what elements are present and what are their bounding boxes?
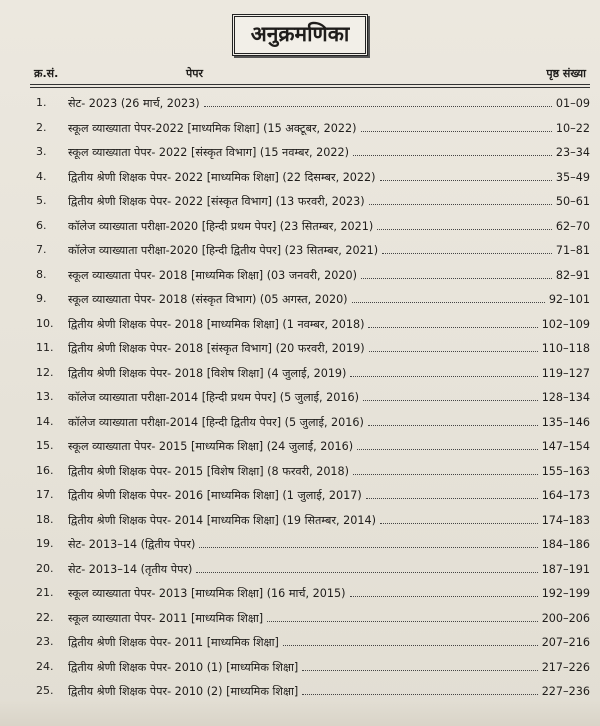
item-page-range: 35–49 — [555, 170, 590, 184]
dot-leader — [353, 155, 552, 156]
dot-leader — [204, 106, 552, 107]
dot-leader — [382, 253, 552, 254]
item-line — [68, 586, 590, 601]
item-page-range: 92–101 — [548, 293, 590, 306]
item-paper-title: सेट- 2013–14 (द्वितीय पेपर) — [68, 538, 196, 551]
dot-leader — [352, 302, 545, 303]
item-paper-title: स्कूल व्याख्याता पेपर- 2013 [माध्यमिक शिक्षा] (16 मार्च, 2015) — [68, 587, 346, 600]
item-page-range: 135–146 — [541, 415, 590, 429]
item-serial: 20. — [36, 561, 54, 575]
item-page-range: 23–34 — [555, 146, 590, 159]
item-line — [68, 611, 590, 626]
dot-leader — [350, 376, 537, 377]
dot-leader — [302, 694, 537, 695]
dot-leader — [267, 621, 538, 622]
header-rule-second — [30, 87, 590, 88]
item-line — [68, 243, 590, 258]
item-line — [68, 292, 590, 307]
item-line — [68, 635, 590, 650]
item-serial: 22. — [36, 610, 54, 624]
item-paper-title: द्वितीय श्रेणी शिक्षक पेपर- 2018 [संस्कृत विभाग] (20 फरवरी, 2019) — [68, 342, 365, 355]
item-line — [68, 537, 590, 552]
item-paper-title: द्वितीय श्रेणी शिक्षक पेपर- 2015 [विशेष शिक्षा] (8 फरवरी, 2018) — [68, 464, 350, 478]
list-item — [30, 336, 590, 361]
list-item — [30, 410, 590, 435]
item-page-range: 192–199 — [541, 587, 590, 600]
item-page-range: 207–216 — [541, 636, 590, 649]
item-paper-title: द्वितीय श्रेणी शिक्षक पेपर- 2018 [विशेष शिक्षा] (4 जुलाई, 2019) — [68, 366, 347, 380]
dot-leader — [369, 204, 552, 205]
item-line — [68, 415, 590, 430]
list-item — [30, 557, 590, 582]
page-bottom-shade — [0, 700, 600, 726]
item-page-range: 102–109 — [541, 317, 590, 331]
item-serial: 11. — [36, 341, 54, 354]
list-item — [30, 287, 590, 312]
list-item — [30, 140, 590, 165]
list-item — [30, 263, 590, 288]
item-line — [68, 366, 590, 381]
header-paper: पेपर — [186, 67, 203, 80]
list-item — [30, 361, 590, 386]
item-paper-title: द्वितीय श्रेणी शिक्षक पेपर- 2014 [माध्यमिक शिक्षा] (19 सितम्बर, 2014) — [68, 513, 376, 527]
item-paper-title: द्वितीय श्रेणी शिक्षक पेपर- 2011 [माध्यमिक शिक्षा] — [68, 636, 279, 649]
list-item — [30, 606, 590, 631]
item-page-range: 187–191 — [541, 562, 590, 576]
item-serial: 3. — [36, 145, 47, 158]
list-item — [30, 116, 590, 141]
list-item — [30, 630, 590, 655]
item-line — [68, 660, 590, 675]
item-paper-title: कॉलेज व्याख्याता परीक्षा-2020 [हिन्दी द्वितीय पेपर] (23 सितम्बर, 2021) — [68, 244, 379, 257]
item-line — [68, 562, 590, 577]
header-pages: पृष्ठ संख्या — [546, 67, 586, 80]
item-serial: 6. — [36, 218, 47, 232]
item-serial: 9. — [36, 292, 47, 305]
list-item — [30, 385, 590, 410]
item-line — [68, 513, 590, 528]
list-item — [30, 508, 590, 533]
list-item — [30, 189, 590, 214]
list-item — [30, 91, 590, 116]
dot-leader — [380, 180, 552, 181]
item-line — [68, 317, 590, 332]
item-serial: 10. — [36, 316, 54, 330]
title-wrap — [0, 14, 600, 56]
item-page-range: 82–91 — [555, 268, 590, 282]
dot-leader — [361, 131, 552, 132]
dot-leader — [350, 596, 538, 597]
header-serial: क्र.सं. — [34, 67, 59, 80]
item-line — [68, 219, 590, 234]
item-line — [68, 488, 590, 503]
item-page-range: 155–163 — [541, 464, 590, 478]
item-page-range: 62–70 — [555, 219, 590, 233]
item-serial: 24. — [36, 659, 54, 673]
header-rule — [30, 84, 590, 85]
list-item — [30, 459, 590, 484]
list-item — [30, 312, 590, 337]
item-serial: 17. — [36, 488, 54, 501]
item-paper-title: स्कूल व्याख्याता पेपर- 2018 [माध्यमिक शिक्षा] (03 जनवरी, 2020) — [68, 268, 358, 282]
item-paper-title: कॉलेज व्याख्याता परीक्षा-2014 [हिन्दी प्रथम पेपर] (5 जुलाई, 2016) — [68, 391, 360, 404]
item-line — [68, 121, 590, 136]
item-paper-title: कॉलेज व्याख्याता परीक्षा-2020 [हिन्दी प्रथम पेपर] (23 सितम्बर, 2021) — [68, 219, 374, 233]
table-header — [30, 64, 590, 84]
dot-leader — [283, 645, 538, 646]
dot-leader — [369, 351, 538, 352]
item-line — [68, 464, 590, 479]
item-line — [68, 684, 590, 699]
item-serial: 14. — [36, 414, 54, 428]
dot-leader — [368, 327, 537, 328]
item-page-range: 10–22 — [555, 121, 590, 135]
item-line — [68, 439, 590, 454]
list-item — [30, 581, 590, 606]
item-page-range: 147–154 — [541, 440, 590, 453]
dot-leader — [353, 474, 538, 475]
item-paper-title: द्वितीय श्रेणी शिक्षक पेपर- 2010 (1) [माध्यमिक शिक्षा] — [68, 660, 299, 674]
dot-leader — [199, 547, 537, 548]
item-serial: 15. — [36, 439, 54, 452]
item-line — [68, 96, 590, 111]
item-serial: 23. — [36, 635, 54, 648]
list-item — [30, 655, 590, 680]
item-paper-title: स्कूल व्याख्याता पेपर- 2011 [माध्यमिक शिक्षा] — [68, 611, 264, 625]
dot-leader — [196, 572, 537, 573]
item-line — [68, 170, 590, 185]
item-page-range: 119–127 — [541, 366, 590, 380]
item-paper-title: स्कूल व्याख्याता पेपर- 2018 (संस्कृत विभाग) (05 अगस्त, 2020) — [68, 293, 348, 306]
item-page-range: 164–173 — [541, 489, 590, 502]
item-line — [68, 268, 590, 283]
item-serial: 16. — [36, 463, 54, 477]
list-item — [30, 532, 590, 557]
item-line — [68, 145, 590, 160]
list-item — [30, 434, 590, 459]
item-page-range: 50–61 — [555, 195, 590, 208]
dot-leader — [363, 400, 538, 401]
item-paper-title: सेट- 2023 (26 मार्च, 2023) — [68, 97, 200, 110]
item-serial: 19. — [36, 537, 54, 550]
item-serial: 2. — [36, 120, 47, 134]
dot-leader — [380, 523, 538, 524]
item-paper-title: द्वितीय श्रेणी शिक्षक पेपर- 2010 (2) [माध्यमिक शिक्षा] — [68, 685, 299, 698]
item-page-range: 184–186 — [541, 538, 590, 551]
item-page-range: 227–236 — [541, 685, 590, 698]
list-item — [30, 238, 590, 263]
item-line — [68, 194, 590, 209]
item-paper-title: द्वितीय श्रेणी शिक्षक पेपर- 2018 [माध्यमिक शिक्षा] (1 नवम्बर, 2018) — [68, 317, 365, 331]
item-serial: 12. — [36, 365, 54, 379]
item-serial: 5. — [36, 194, 47, 207]
item-serial: 4. — [36, 169, 47, 183]
list-item — [30, 214, 590, 239]
item-serial: 1. — [36, 96, 47, 109]
dot-leader — [366, 498, 538, 499]
item-page-range: 174–183 — [541, 513, 590, 527]
item-serial: 7. — [36, 243, 47, 256]
item-line — [68, 341, 590, 356]
dot-leader — [361, 278, 552, 279]
item-page-range: 200–206 — [541, 611, 590, 625]
list-item — [30, 165, 590, 190]
item-paper-title: कॉलेज व्याख्याता परीक्षा-2014 [हिन्दी द्वितीय पेपर] (5 जुलाई, 2016) — [68, 415, 364, 429]
item-paper-title: द्वितीय श्रेणी शिक्षक पेपर- 2022 [माध्यमिक शिक्षा] (22 दिसम्बर, 2022) — [68, 170, 376, 184]
page-title: अनुक्रमणिका — [232, 14, 369, 56]
item-serial: 13. — [36, 390, 54, 403]
item-page-range: 217–226 — [541, 660, 590, 674]
dot-leader — [357, 449, 538, 450]
item-paper-title: द्वितीय श्रेणी शिक्षक पेपर- 2022 [संस्कृत विभाग] (13 फरवरी, 2023) — [68, 195, 365, 208]
item-page-range: 128–134 — [541, 391, 590, 404]
dot-leader — [377, 229, 552, 230]
dot-leader — [368, 425, 538, 426]
item-page-range: 110–118 — [541, 342, 590, 355]
dot-leader — [302, 670, 537, 671]
item-page-range: 71–81 — [555, 244, 590, 257]
item-paper-title: द्वितीय श्रेणी शिक्षक पेपर- 2016 [माध्यमिक शिक्षा] (1 जुलाई, 2017) — [68, 489, 362, 502]
item-page-range: 01–09 — [555, 97, 590, 110]
item-serial: 8. — [36, 267, 47, 281]
item-serial: 21. — [36, 586, 54, 599]
item-paper-title: स्कूल व्याख्याता पेपर- 2022 [संस्कृत विभाग] (15 नवम्बर, 2022) — [68, 146, 350, 159]
index-list — [30, 91, 590, 704]
item-paper-title: सेट- 2013–14 (तृतीय पेपर) — [68, 562, 193, 576]
item-paper-title: स्कूल व्याख्याता पेपर- 2015 [माध्यमिक शिक्षा] (24 जुलाई, 2016) — [68, 440, 354, 453]
item-paper-title: स्कूल व्याख्याता पेपर-2022 [माध्यमिक शिक्षा] (15 अक्टूबर, 2022) — [68, 121, 357, 135]
item-line — [68, 390, 590, 405]
item-serial: 18. — [36, 512, 54, 526]
list-item — [30, 483, 590, 508]
item-serial: 25. — [36, 684, 54, 697]
